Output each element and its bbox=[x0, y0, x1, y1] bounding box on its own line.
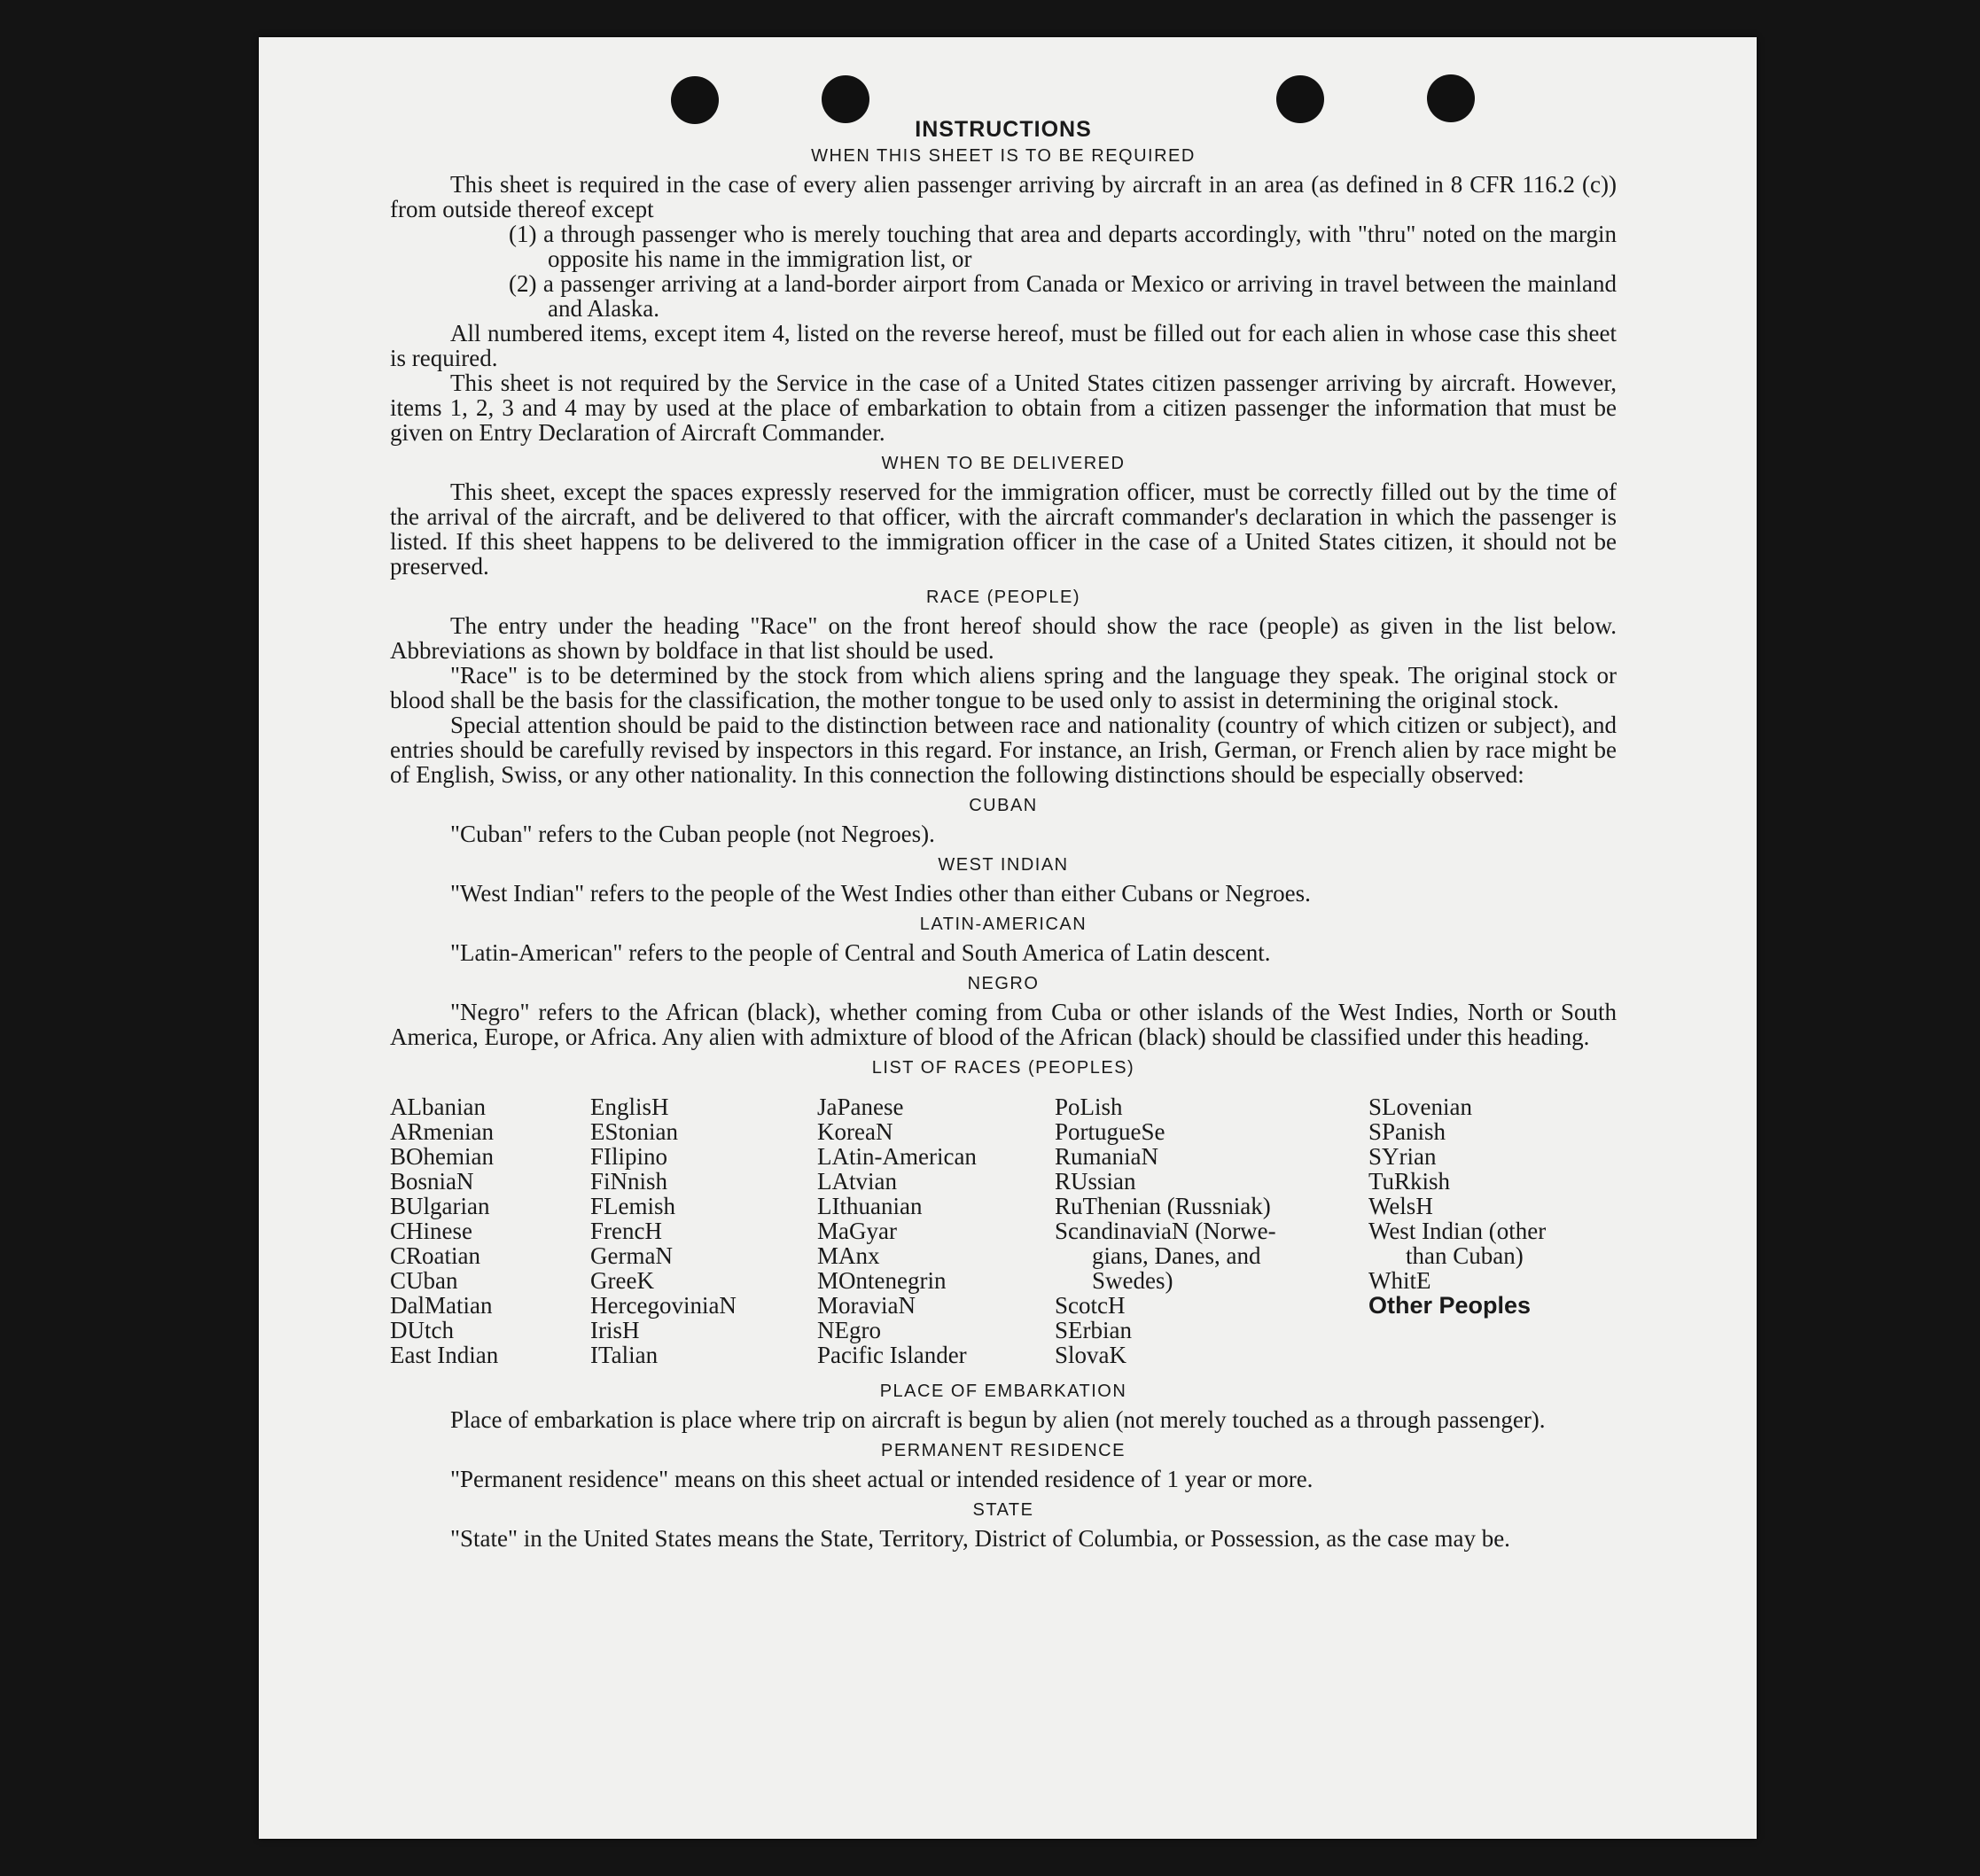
race-item: GreeK bbox=[590, 1267, 654, 1294]
race-item: MAnx bbox=[817, 1242, 880, 1269]
race-item: EStonian bbox=[590, 1118, 678, 1145]
race-column bbox=[1055, 1094, 1368, 1367]
list-item: (2) a passenger arriving at a land-border airport from Canada or Mexico or arriving in travel between the mainland and Alaska. bbox=[509, 270, 1617, 322]
race-item: Pacific Islander bbox=[817, 1342, 967, 1368]
paragraph: Special attention should be paid to the distinction between race and nationality (country of which citizen or subject), and entries should be carefully revised by inspectors in this regard. For instance, an Irish, German, or French alien by race might be of English, Swiss, or any other nationality. In this connection the following distinctions should be especially observed: bbox=[390, 712, 1617, 788]
race-item: DalMatian bbox=[390, 1292, 493, 1319]
race-item: BOhemian bbox=[390, 1143, 494, 1170]
section-heading-west-indian: WEST INDIAN bbox=[938, 855, 1069, 875]
paragraph: "Permanent residence" means on this sheet actual or intended residence of 1 year or more. bbox=[450, 1466, 1314, 1492]
race-item: BUlgarian bbox=[390, 1193, 490, 1219]
race-item: FrencH bbox=[590, 1218, 662, 1244]
race-item: JaPanese bbox=[817, 1094, 904, 1120]
paragraph: "West Indian" refers to the people of the West Indies other than either Cubans or Negroes. bbox=[450, 880, 1311, 907]
section-heading-negro: NEGRO bbox=[967, 974, 1040, 993]
paragraph: This sheet is required in the case of every alien passenger arriving by aircraft in an area (as defined in 8 CFR 116.2 (c)) from outside thereof except bbox=[390, 171, 1617, 222]
race-item: BosniaN bbox=[390, 1168, 474, 1195]
race-column bbox=[590, 1094, 817, 1367]
race-column bbox=[390, 1094, 590, 1367]
paragraph: "Latin-American" refers to the people of Central and South America of Latin descent. bbox=[450, 939, 1271, 966]
race-item: FLemish bbox=[590, 1193, 676, 1219]
race-item: CHinese bbox=[390, 1218, 472, 1244]
race-item: CRoatian bbox=[390, 1242, 480, 1269]
paragraph: Place of embarkation is place where trip on aircraft is begun by alien (not merely touched as a through passenger). bbox=[450, 1406, 1546, 1433]
race-item: RumaniaN bbox=[1055, 1143, 1158, 1170]
punch-hole bbox=[1276, 75, 1324, 123]
instructions-content bbox=[390, 117, 1617, 1551]
race-item: CUban bbox=[390, 1267, 458, 1294]
section-heading-list: LIST OF RACES (PEOPLES) bbox=[871, 1058, 1135, 1078]
paragraph: "State" in the United States means the State, Territory, District of Columbia, or Possession, as the case may be. bbox=[450, 1525, 1510, 1552]
race-item: NEgro bbox=[817, 1317, 881, 1343]
paragraph: "Race" is to be determined by the stock from which aliens spring and the language they speak. The original stock or blood shall be the basis for the classification, the mother tongue to be used only to assist in determining the original stock. bbox=[390, 662, 1617, 713]
race-item: IrisH bbox=[590, 1317, 640, 1343]
race-item: SLovenian bbox=[1368, 1094, 1472, 1120]
section-heading-residence: PERMANENT RESIDENCE bbox=[881, 1441, 1126, 1460]
race-item: TuRkish bbox=[1368, 1168, 1451, 1195]
race-item: GermaN bbox=[590, 1242, 673, 1269]
race-item: MOntenegrin bbox=[817, 1267, 947, 1294]
section-heading-state: STATE bbox=[972, 1500, 1034, 1520]
race-item: SYrian bbox=[1368, 1143, 1437, 1170]
race-item: SErbian bbox=[1055, 1317, 1132, 1343]
race-item: East Indian bbox=[390, 1342, 499, 1368]
race-list bbox=[390, 1094, 1617, 1367]
race-item: RUssian bbox=[1055, 1168, 1136, 1195]
list-item: (1) a through passenger who is merely touching that area and departs accordingly, with "thru" noted on the margin opposite his name in the immigration list, or bbox=[509, 221, 1617, 272]
race-item: FIlipino bbox=[590, 1143, 668, 1170]
race-item: EnglisH bbox=[590, 1094, 669, 1120]
race-item: ARmenian bbox=[390, 1118, 494, 1145]
section-heading-required: WHEN THIS SHEET IS TO BE REQUIRED bbox=[811, 146, 1196, 166]
paragraph: All numbered items, except item 4, listed on the reverse hereof, must be filled out for each alien in whose case this sheet is required. bbox=[390, 320, 1617, 371]
race-item: RuThenian (Russniak) bbox=[1055, 1193, 1271, 1219]
section-heading-delivered: WHEN TO BE DELIVERED bbox=[881, 454, 1126, 473]
section-heading-embarkation: PLACE OF EMBARKATION bbox=[879, 1382, 1127, 1401]
race-column bbox=[817, 1094, 1055, 1367]
section-heading-race: RACE (PEOPLE) bbox=[926, 588, 1080, 607]
race-item: Swedes) bbox=[1092, 1267, 1173, 1294]
section-heading-cuban: CUBAN bbox=[969, 796, 1038, 815]
paragraph: The entry under the heading "Race" on the front hereof should show the race (people) as given in the list below. Abbreviations as shown by boldface in that list should be used. bbox=[390, 612, 1617, 664]
race-item: MoraviaN bbox=[817, 1292, 916, 1319]
paragraph: This sheet is not required by the Service in the case of a United States citizen passenger arriving by aircraft. However, items 1, 2, 3 and 4 may by used at the place of embarkation to obtain from a citizen passenger the information that must be given on Entry Declaration of Aircraft Commander. bbox=[390, 370, 1617, 446]
race-item: ITalian bbox=[590, 1342, 659, 1368]
race-item: PortugueSe bbox=[1055, 1118, 1165, 1145]
document-sheet bbox=[259, 37, 1757, 1839]
race-item: KoreaN bbox=[817, 1118, 893, 1145]
paragraph: "Negro" refers to the African (black), whether coming from Cuba or other islands of the West Indies, North or South America, Europe, or Africa. Any alien with admixture of blood of the African (black) should be classified under this heading. bbox=[390, 999, 1617, 1050]
race-item: PoLish bbox=[1055, 1094, 1123, 1120]
race-item: ALbanian bbox=[390, 1094, 486, 1120]
race-item: MaGyar bbox=[817, 1218, 897, 1244]
punch-hole bbox=[1427, 74, 1475, 122]
race-item: ScotcH bbox=[1055, 1292, 1126, 1319]
race-item: LIthuanian bbox=[817, 1193, 923, 1219]
page-title: INSTRUCTIONS bbox=[915, 117, 1092, 142]
race-item: than Cuban) bbox=[1406, 1242, 1524, 1269]
race-item: West Indian (other bbox=[1368, 1218, 1547, 1244]
race-item: SlovaK bbox=[1055, 1342, 1126, 1368]
punch-hole bbox=[822, 75, 869, 123]
race-item: WelsH bbox=[1368, 1193, 1433, 1219]
race-item: HercegoviniaN bbox=[590, 1292, 737, 1319]
race-item: DUtch bbox=[390, 1317, 454, 1343]
section-heading-latin-american: LATIN-AMERICAN bbox=[919, 915, 1087, 934]
race-column bbox=[1368, 1094, 1617, 1367]
race-item: LAtin-American bbox=[817, 1143, 977, 1170]
race-item: FiNnish bbox=[590, 1168, 668, 1195]
paragraph: This sheet, except the spaces expressly reserved for the immigration officer, must be correctly filled out by the time of the arrival of the aircraft, and be delivered to that officer, with the aircraft commander's declaration in which the passenger is listed. If this sheet happens to be delivered to the immigration officer in the case of a United States citizen, it should not be preserved. bbox=[390, 479, 1617, 580]
race-item: SPanish bbox=[1368, 1118, 1446, 1145]
paragraph: "Cuban" refers to the Cuban people (not Negroes). bbox=[450, 821, 935, 847]
race-item: ScandinaviaN (Norwe- bbox=[1055, 1218, 1276, 1244]
race-item: Other Peoples bbox=[1368, 1292, 1532, 1319]
race-item: WhitE bbox=[1368, 1267, 1431, 1294]
race-item: LAtvian bbox=[817, 1168, 897, 1195]
race-item: gians, Danes, and bbox=[1092, 1242, 1261, 1269]
